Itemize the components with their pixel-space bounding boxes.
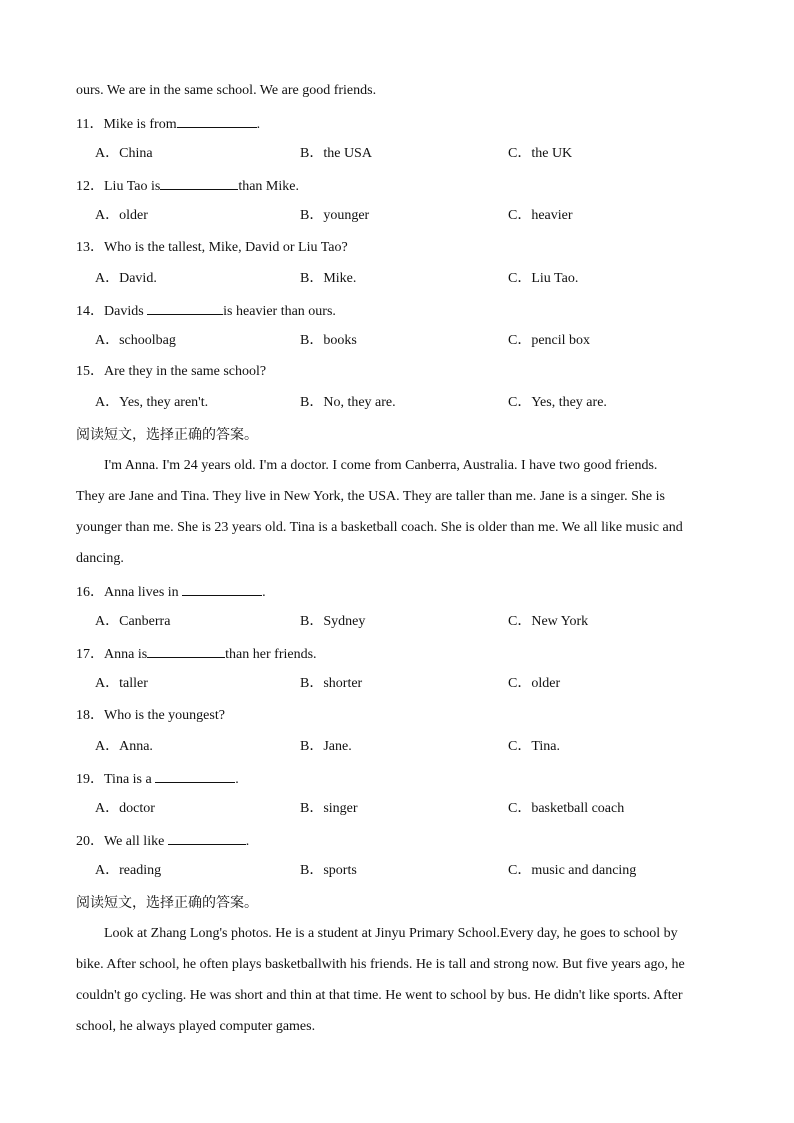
passage-line xyxy=(76,918,716,949)
option-a[interactable]: A．China xyxy=(95,146,153,161)
question-number: 19． xyxy=(76,772,104,787)
option-a[interactable]: A．schoolbag xyxy=(95,333,176,348)
option-c[interactable]: C．pencil box xyxy=(508,333,591,348)
passage-line: bike. After school, he often plays basketballwith his friends. He is tall and strong now. But five years ago, he xyxy=(76,957,685,972)
option-c[interactable]: C．Liu Tao. xyxy=(508,271,579,286)
option-c[interactable]: C．basketball coach xyxy=(508,801,625,816)
passage-line: couldn't go cycling. He was short and thin at that time. He went to school by bus. He didn't like sports. After xyxy=(76,988,683,1003)
question-text: Tina is a xyxy=(104,772,156,787)
option-a[interactable]: A．doctor xyxy=(95,801,155,816)
question-13 xyxy=(76,239,348,257)
question-19 xyxy=(76,769,239,789)
passage-line: dancing. xyxy=(76,551,124,566)
answer-blank xyxy=(160,176,238,190)
option-b[interactable]: B．singer xyxy=(300,801,358,816)
question-text: Anna lives in xyxy=(104,585,183,600)
question-text: Anna is xyxy=(104,647,148,662)
question-number: 16． xyxy=(76,585,104,600)
question-text: Who is the tallest, Mike, David or Liu Tao? xyxy=(104,240,348,255)
question-text-end: than Mike. xyxy=(238,179,299,194)
answer-blank xyxy=(147,644,225,658)
answer-blank xyxy=(147,301,223,315)
option-b[interactable]: B．shorter xyxy=(300,676,363,691)
question-text: Are they in the same school? xyxy=(104,364,267,379)
option-c[interactable]: C．Tina. xyxy=(508,739,561,754)
reading-passage-1 xyxy=(76,450,716,574)
option-b[interactable]: B．sports xyxy=(300,863,357,878)
question-12 xyxy=(76,176,299,196)
question-text: Davids xyxy=(104,304,148,319)
section-heading: 阅读短文，选择正确的答案。 xyxy=(76,895,258,911)
passage-line: school, he always played computer games. xyxy=(76,1019,316,1034)
question-number: 17． xyxy=(76,647,104,662)
option-b[interactable]: B．the USA xyxy=(300,146,372,161)
answer-blank xyxy=(155,769,235,783)
option-b[interactable]: B．books xyxy=(300,333,357,348)
question-text-end: . xyxy=(245,834,250,849)
passage-line xyxy=(76,450,716,481)
answer-blank xyxy=(182,582,262,596)
reading-passage-2 xyxy=(76,918,716,1042)
section-heading: 阅读短文，选择正确的答案。 xyxy=(76,427,258,443)
passage-line: They are Jane and Tina. They live in New York, the USA. They are taller than me. Jane is a singer. She is xyxy=(76,489,665,504)
question-15 xyxy=(76,363,266,381)
passage-continuation: ours. We are in the same school. We are good friends. xyxy=(76,83,377,98)
option-a[interactable]: A．Canberra xyxy=(95,614,171,629)
question-text-end: than her friends. xyxy=(225,647,317,662)
question-number: 18． xyxy=(76,708,104,723)
option-a[interactable]: A．Yes, they aren't. xyxy=(95,395,209,410)
question-text: Mike is from xyxy=(103,117,177,132)
option-b[interactable]: B．younger xyxy=(300,208,370,223)
option-c[interactable]: C．heavier xyxy=(508,208,573,223)
passage-text: Look at Zhang Long's photos. He is a student at Jinyu Primary School.Every day, he goes to school by xyxy=(104,926,678,941)
option-b[interactable]: B．Jane. xyxy=(300,739,352,754)
option-b[interactable]: B．No, they are. xyxy=(300,395,396,410)
question-text: We all like xyxy=(104,834,168,849)
answer-blank xyxy=(168,831,246,845)
option-a[interactable]: A．reading xyxy=(95,863,162,878)
question-number: 12． xyxy=(76,179,104,194)
option-a[interactable]: A．David. xyxy=(95,271,157,286)
option-c[interactable]: C．the UK xyxy=(508,146,573,161)
question-11 xyxy=(76,114,260,134)
question-18 xyxy=(76,707,225,725)
question-text-end: . xyxy=(262,585,266,600)
question-text: Who is the youngest? xyxy=(104,708,225,723)
question-20 xyxy=(76,831,249,851)
option-c[interactable]: C．Yes, they are. xyxy=(508,395,607,410)
question-number: 20． xyxy=(76,834,104,849)
option-a[interactable]: A．older xyxy=(95,208,148,223)
option-c[interactable]: C．music and dancing xyxy=(508,863,637,878)
question-14 xyxy=(76,301,336,321)
option-a[interactable]: A．Anna. xyxy=(95,739,153,754)
option-a[interactable]: A．taller xyxy=(95,676,148,691)
question-text-end: . xyxy=(235,772,239,787)
question-16 xyxy=(76,582,266,602)
question-number: 15． xyxy=(76,364,104,379)
option-b[interactable]: B．Sydney xyxy=(300,614,366,629)
passage-text: I'm Anna. I'm 24 years old. I'm a doctor. I come from Canberra, Australia. I have two good friends. xyxy=(104,458,658,473)
passage-line: younger than me. She is 23 years old. Tina is a basketball coach. She is older than me. We all like music and xyxy=(76,520,683,535)
option-c[interactable]: C．New York xyxy=(508,614,589,629)
question-number: 14． xyxy=(76,304,104,319)
answer-blank xyxy=(177,114,257,128)
option-b[interactable]: B．Mike. xyxy=(300,271,357,286)
question-number: 13． xyxy=(76,240,104,255)
question-text-end: is heavier than ours. xyxy=(223,304,336,319)
question-text-end: . xyxy=(256,117,261,132)
question-text: Liu Tao is xyxy=(104,179,161,194)
question-number: 11． xyxy=(76,117,104,132)
question-17 xyxy=(76,644,317,664)
option-c[interactable]: C．older xyxy=(508,676,561,691)
